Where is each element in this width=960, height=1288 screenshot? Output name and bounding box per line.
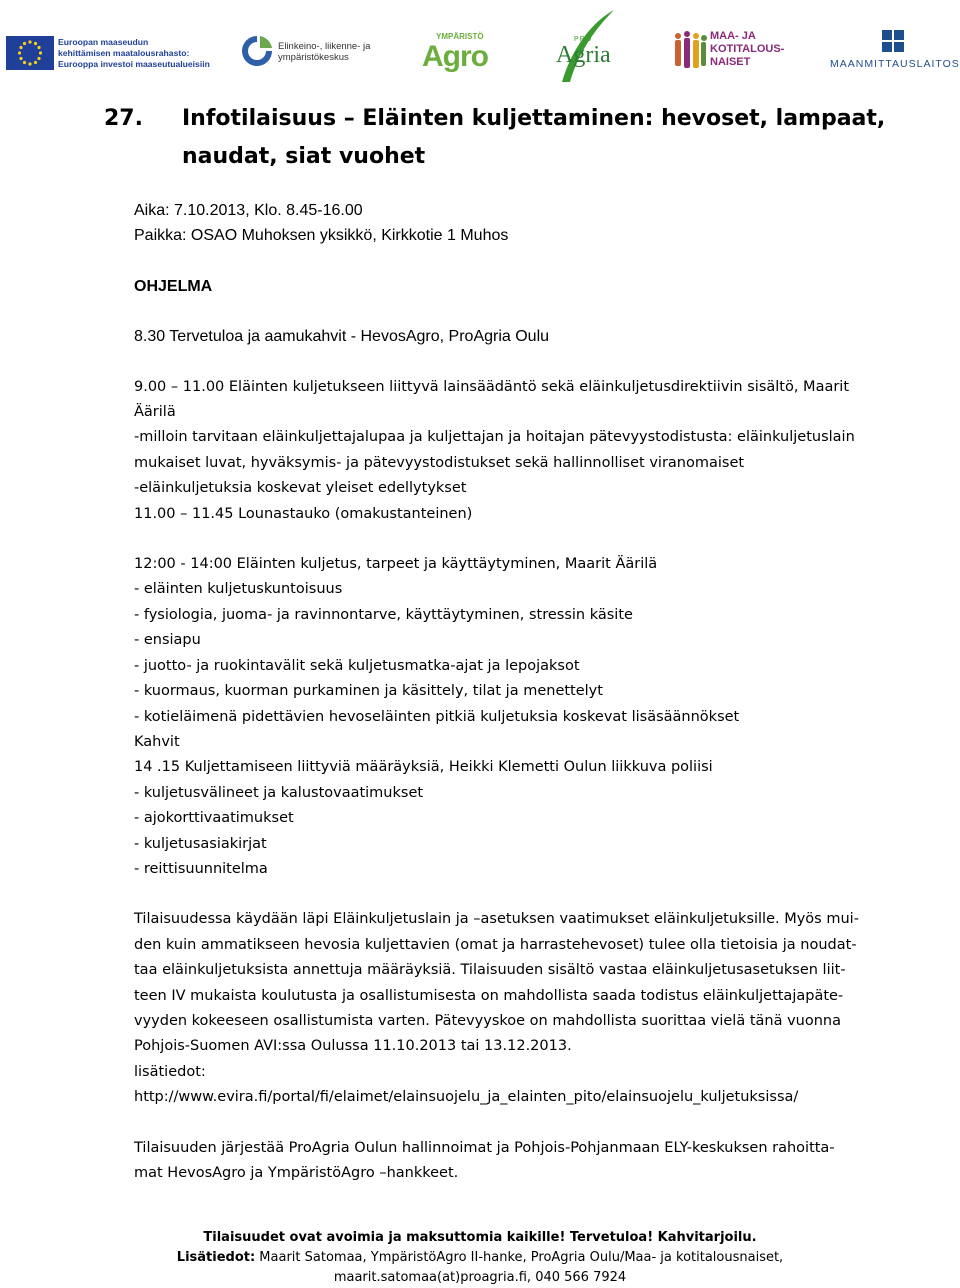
event-time: Aika: 7.10.2013, Klo. 8.45-16.00 [134, 202, 363, 219]
event-heading [104, 100, 924, 176]
page-footer [0, 1228, 960, 1288]
description-line: vyyden kokeeseen osallistumista varten. Pätevyyskoe on mahdollista suorittaa vielä tänä vuonna [134, 1012, 841, 1029]
eu-logo [6, 36, 226, 70]
mml-label: MAANMITTAUSLAITOS [830, 58, 960, 70]
session1-topic: -milloin tarvitaan eläinkuljettajalupaa ja kuljettajan ja hoitajan pätevyystodistusta: eläinkuljetuslain [134, 429, 855, 446]
more-info-label: lisätiedot: [134, 1063, 206, 1080]
eu-logo-line1: Euroopan maaseudun [58, 37, 149, 47]
ely-logo [240, 34, 370, 70]
event-content [134, 198, 874, 1186]
eu-logo-line3: Eurooppa investoi maaseutualueisiin [58, 59, 210, 69]
program-title: OHJELMA [134, 277, 213, 295]
footer-email-phone: maarit.satomaa(at)proagria.fi, 040 566 7924 [333, 1270, 627, 1285]
program-welcome: 8.30 Tervetuloa ja aamukahvit - HevosAgro, ProAgria Oulu [134, 328, 550, 346]
session2-item: - fysiologia, juoma- ja ravinnontarve, käyttäytyminen, stressin käsite [134, 606, 633, 623]
session3-item: - kuljetusasiakirjat [134, 835, 267, 852]
footer-contact-label: Lisätiedot: [176, 1250, 256, 1265]
description-line: den kuin ammatikseen hevosia kuljettavien (omat ja harrastehevoset) tulee olla tietoisia ja noudat- [134, 936, 857, 953]
organizer-line: mat HevosAgro ja YmpäristöAgro –hankkeet. [134, 1165, 459, 1181]
session2-title: 12:00 - 14:00 Eläinten kuljetus, tarpeet ja käyttäytyminen, Maarit Äärilä [134, 556, 658, 573]
more-info-link[interactable]: http://www.evira.fi/portal/fi/elaimet/elainsuojelu_ja_elainten_pito/elainsuojelu_kuljetuksissa/ [134, 1089, 799, 1106]
maa-logo-line1: MAA- JA [710, 30, 756, 42]
agro-top-label: YMPÄRISTÖ [436, 32, 484, 41]
ely-logo-line1: Elinkeino-, liikenne- ja [278, 41, 371, 52]
ely-emblem-icon [240, 34, 274, 68]
ely-logo-line2: ympäristökeskus [278, 52, 349, 63]
session3-item: - reittisuunnitelma [134, 860, 268, 877]
session2-item: - juotto- ja ruokintavälit sekä kuljetusmatka-ajat ja lepojaksot [134, 657, 580, 674]
session3-title: 14 .15 Kuljettamiseen liittyviä määräyksiä, Heikki Klemetti Oulun liikkuva poliisi [134, 759, 713, 776]
event-place: Paikka: OSAO Muhoksen yksikkö, Kirkkotie 1 Muhos [134, 227, 509, 245]
agro-main-label: Agro [422, 40, 488, 73]
description-line: teen IV mukaista koulutusta ja osallistumisesta on mahdollista saada todistus eläinkuljettajapäte- [134, 987, 844, 1004]
maa-logo-line3: NAISET [710, 56, 751, 68]
session1-topic: mukaiset luvat, hyväksymis- ja pätevyystodistukset sekä hallinnolliset viranomaiset [134, 454, 745, 471]
session2-item: - kotieläimenä pidettävien hevoseläinten pitkiä kuljetuksia koskevat lisäsäännökset [134, 708, 740, 725]
people-figures-icon [672, 28, 708, 72]
session2-item: - eläinten kuljetuskuntoisuus [134, 581, 343, 598]
footer-contact [0, 1248, 960, 1268]
session3-item: - kuljetusvälineet ja kalustovaatimukset [134, 784, 424, 801]
eu-logo-line2: kehittämisen maatalousrahasto: [58, 48, 190, 58]
session1-title: 9.00 – 11.00 Eläinten kuljetukseen liittyvä lainsäädäntö sekä eläinkuljetusdirektiivin sisältö, Maarit [134, 378, 850, 395]
proagria-logo [552, 8, 624, 84]
maa-logo-line2: KOTITALOUS- [710, 43, 785, 55]
lunch-break: 11.00 – 11.45 Lounastauko (omakustanteinen) [134, 505, 473, 522]
proagria-main-label: Agria [556, 42, 611, 68]
event-title-line1: Infotilaisuus – Eläinten kuljettaminen: hevoset, lampaat, [182, 106, 886, 131]
eu-flag-icon [6, 36, 54, 70]
coffee-break: Kahvit [134, 733, 180, 750]
footer-open-notice: Tilaisuudet ovat avoimia ja maksuttomia kaikille! Tervetuloa! Kahvitarjoilu. [203, 1230, 757, 1245]
mml-emblem-icon [880, 28, 906, 54]
proagria-pro-label: PRO [574, 36, 593, 43]
event-title-line2: naudat, siat vuohet [182, 144, 426, 169]
logo-strip [0, 0, 960, 90]
description-line: Pohjois-Suomen AVI:ssa Oulussa 11.10.2013 tai 13.12.2013. [134, 1038, 572, 1055]
session2-item: - ensiapu [134, 632, 201, 649]
event-number: 27. [104, 106, 143, 131]
description-line: Tilaisuudessa käydään läpi Eläinkuljetuslain ja –asetuksen vaatimukset eläinkuljetuksille. Myös mui- [134, 911, 859, 928]
organizer-line: Tilaisuuden järjestää ProAgria Oulun hallinnoimat ja Pohjois-Pohjanmaan ELY-keskuksen rahoitta- [134, 1139, 835, 1156]
description-line: taa eläinkuljetuksista annettuja määräyksiä. Tilaisuuden sisältö vastaa eläinkuljetusasetuksen liit- [134, 962, 846, 979]
maa-ja-kotitalousnaiset-logo [672, 28, 785, 72]
footer-contact-text: Maarit Satomaa, YmpäristöAgro II-hanke, ProAgria Oulu/Maa- ja kotitalousnaiset, [255, 1250, 784, 1265]
session1-speaker: Äärilä [134, 404, 176, 421]
maanmittauslaitos-logo [830, 28, 958, 70]
ymparistoagro-logo [418, 30, 500, 74]
session2-item: - kuormaus, kuorman purkaminen ja käsittely, tilat ja menettelyt [134, 683, 603, 700]
session1-topic: -eläinkuljetuksia koskevat yleiset edellytykset [134, 480, 467, 497]
session3-item: - ajokorttivaatimukset [134, 810, 294, 827]
